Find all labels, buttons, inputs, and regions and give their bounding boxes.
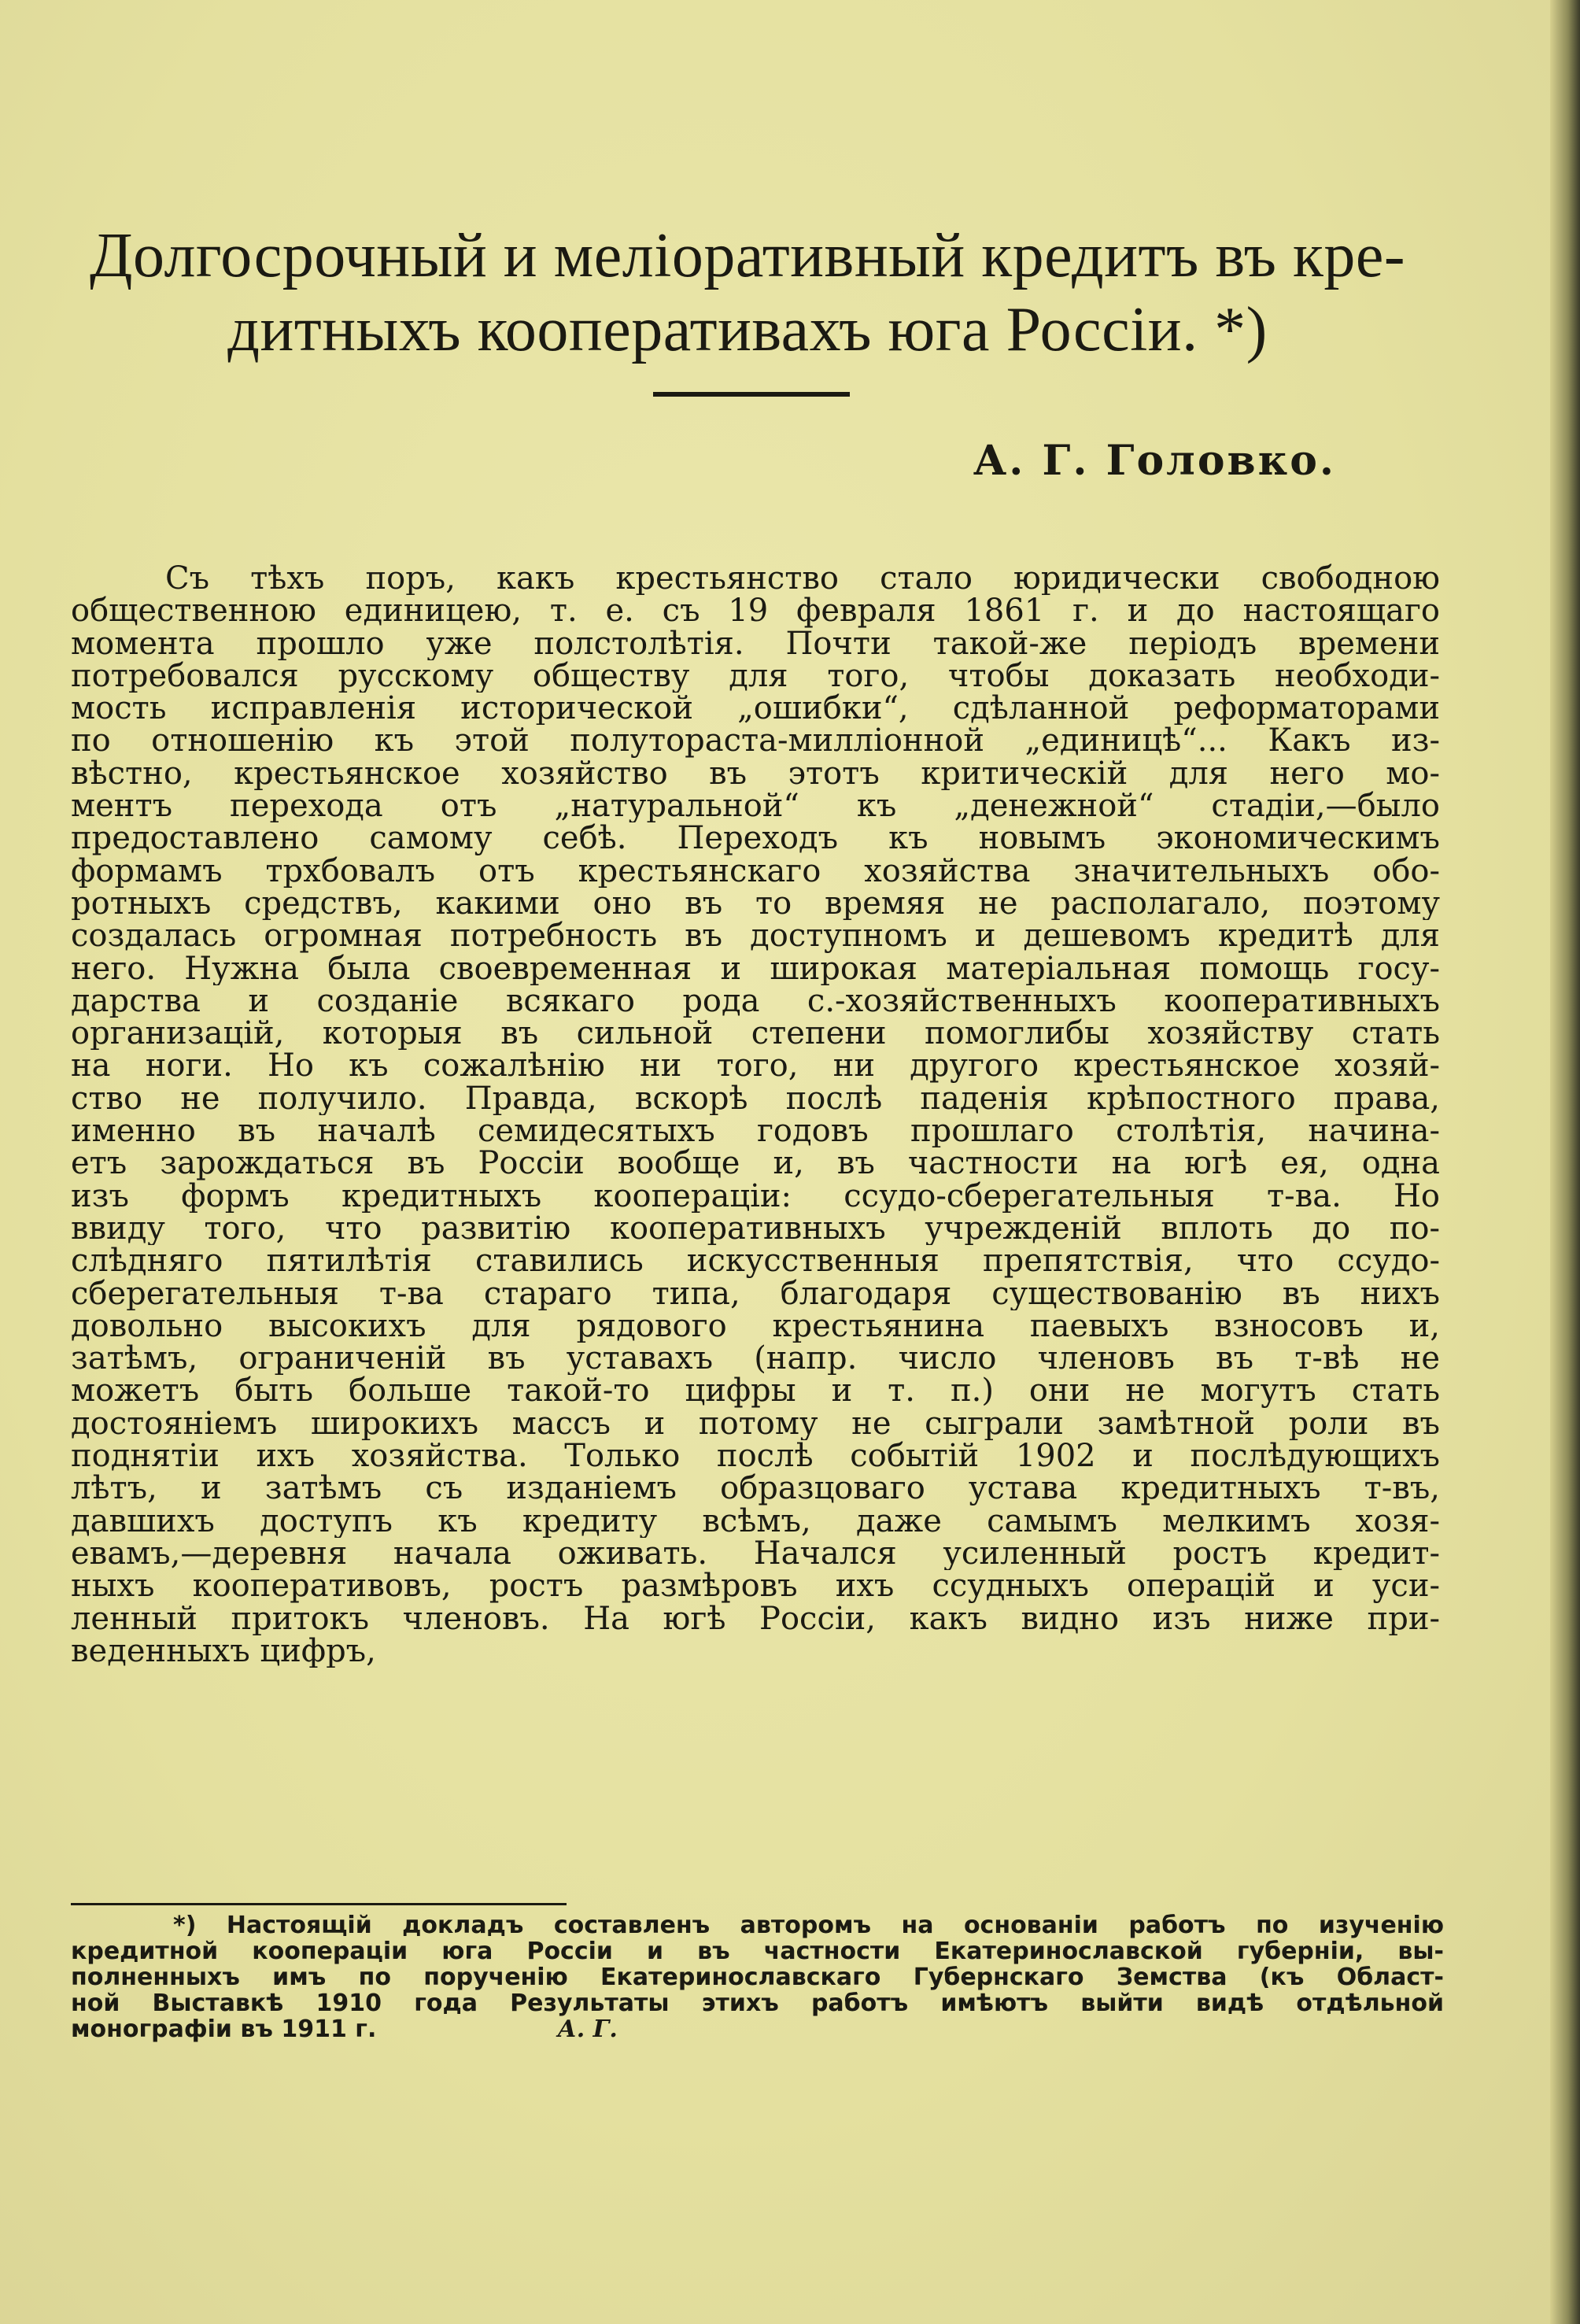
body-line: него. Нужна была своевременная и широкая матеріальная помощь госу- [71,952,1440,985]
body-line: изъ формъ кредитныхъ коопераціи: ссудо-сберегательныя т-ва. Но [71,1180,1440,1213]
body-line: ство не получило. Правда, вскорѣ послѣ паденія крѣпостного права, [71,1082,1440,1116]
body-line: веденныхъ цифръ, [71,1635,376,1668]
body-line: дарства и созданіе всякаго рода с.-хозяйственныхъ кооперативныхъ [71,985,1440,1018]
footnote-last-line [71,2016,1444,2042]
footnote [71,1912,1444,2042]
body-line: достояніемъ широкихъ массъ и потому не сыграли замѣтной роли въ [71,1407,1440,1441]
article-body [71,563,1440,1668]
body-line: довольно высокихъ для рядового крестьянина паевыхъ взносовъ и, [71,1310,1440,1343]
footnote-line: кредитной коопераціи юга Россіи и въ частности Екатеринославской губерніи, вы- [71,1938,1444,1964]
title-divider [653,392,850,397]
body-line: етъ зарождаться въ Россіи вообще и, въ частности на югѣ ея, одна [71,1147,1440,1180]
body-line: по отношенію къ этой полутораста-милліонной „единицѣ“... Какъ из- [71,725,1440,758]
title-line: дитныхъ кооперативахъ юга Россіи. *) [227,295,1268,364]
author-name: А. Г. Головко. [973,437,1336,485]
body-line: сберегательныя т-ва стараго типа, благодаря существованію въ нихъ [71,1277,1440,1310]
body-line: Съ тѣхъ поръ, какъ крестьянство стало юридически свободною [165,563,1440,596]
footnote-line: *) Настоящій докладъ составленъ авторомъ на основаніи работъ по изученію [173,1912,1444,1938]
body-line: ротныхъ средствъ, какими оно въ то времяя не располагало, поэтому [71,887,1440,921]
body-line: организацій, которыя въ сильной степени помоглибы хозяйству стать [71,1018,1440,1051]
body-line: затѣмъ, ограниченій въ уставахъ (напр. число членовъ въ т-вѣ не [71,1343,1440,1376]
footnote-line: полненныхъ имъ по порученію Екатеринославскаго Губернскаго Земства (къ Област- [71,1964,1444,1990]
footnote-line: ной Выставкѣ 1910 года Результаты этихъ работъ имѣютъ выйти видѣ отдѣльной [71,1990,1444,2016]
body-line: предоставлено самому себѣ. Переходъ къ новымъ экономическимъ [71,822,1440,855]
body-line: мость исправленія исторической „ошибки“, сдѣланной реформаторами [71,693,1440,726]
title-line: Долгосрочный и меліоративный кредитъ въ кре- [89,221,1406,290]
book-spine-edge [1550,0,1580,2324]
body-line: лѣтъ, и затѣмъ съ изданіемъ образцоваго устава кредитныхъ т-въ, [71,1472,1440,1506]
body-line: потребовался русскому обществу для того, чтобы доказать необходи- [71,660,1440,693]
footnote-signature: А. Г. [557,2016,618,2042]
body-line: вѣстно, крестьянское хозяйство въ этотъ критическій для него мо- [71,757,1440,791]
body-line: давшихъ доступъ къ кредиту всѣмъ, даже самымъ мелкимъ хозя- [71,1505,1440,1538]
body-line: ввиду того, что развитію кооперативныхъ учрежденій вплоть до по- [71,1212,1440,1246]
body-line: евамъ,—деревня начала оживать. Начался усиленный ростъ кредит- [71,1537,1440,1571]
article-title [55,219,1440,367]
body-line: общественною единицею, т. е. съ 19 февраля 1861 г. и до настоящаго [71,595,1440,628]
footnote-line: монографіи въ 1911 г. [71,2016,377,2042]
body-line: момента прошло уже полстолѣтія. Почти такой-же періодъ времени [71,627,1440,660]
body-line: ленный притокъ членовъ. На югѣ Россіи, какъ видно изъ ниже при- [71,1602,1440,1635]
body-line: слѣдняго пятилѣтія ставились искусственныя препятствія, что ссудо- [71,1245,1440,1278]
body-line: на ноги. Но къ сожалѣнію ни того, ни другого крестьянское хозяй- [71,1050,1440,1083]
body-line: поднятіи ихъ хозяйства. Только послѣ событій 1902 и послѣдующихъ [71,1440,1440,1473]
body-line: ментъ перехода отъ „натуральной“ къ „денежной“ стадіи,—было [71,790,1440,823]
body-line: создалась огромная потребность въ доступномъ и дешевомъ кредитѣ для [71,920,1440,953]
body-line: именно въ началѣ семидесятыхъ годовъ прошлаго столѣтія, начина- [71,1115,1440,1148]
footnote-divider [71,1903,567,1905]
body-line: ныхъ кооперативовъ, ростъ размѣровъ ихъ ссудныхъ операцій и уси- [71,1570,1440,1603]
body-line: формамъ трхбовалъ отъ крестьянскаго хозяйства значительныхъ обо- [71,855,1440,888]
body-line: можетъ быть больше такой-то цифры и т. п.) они не могутъ стать [71,1375,1440,1408]
